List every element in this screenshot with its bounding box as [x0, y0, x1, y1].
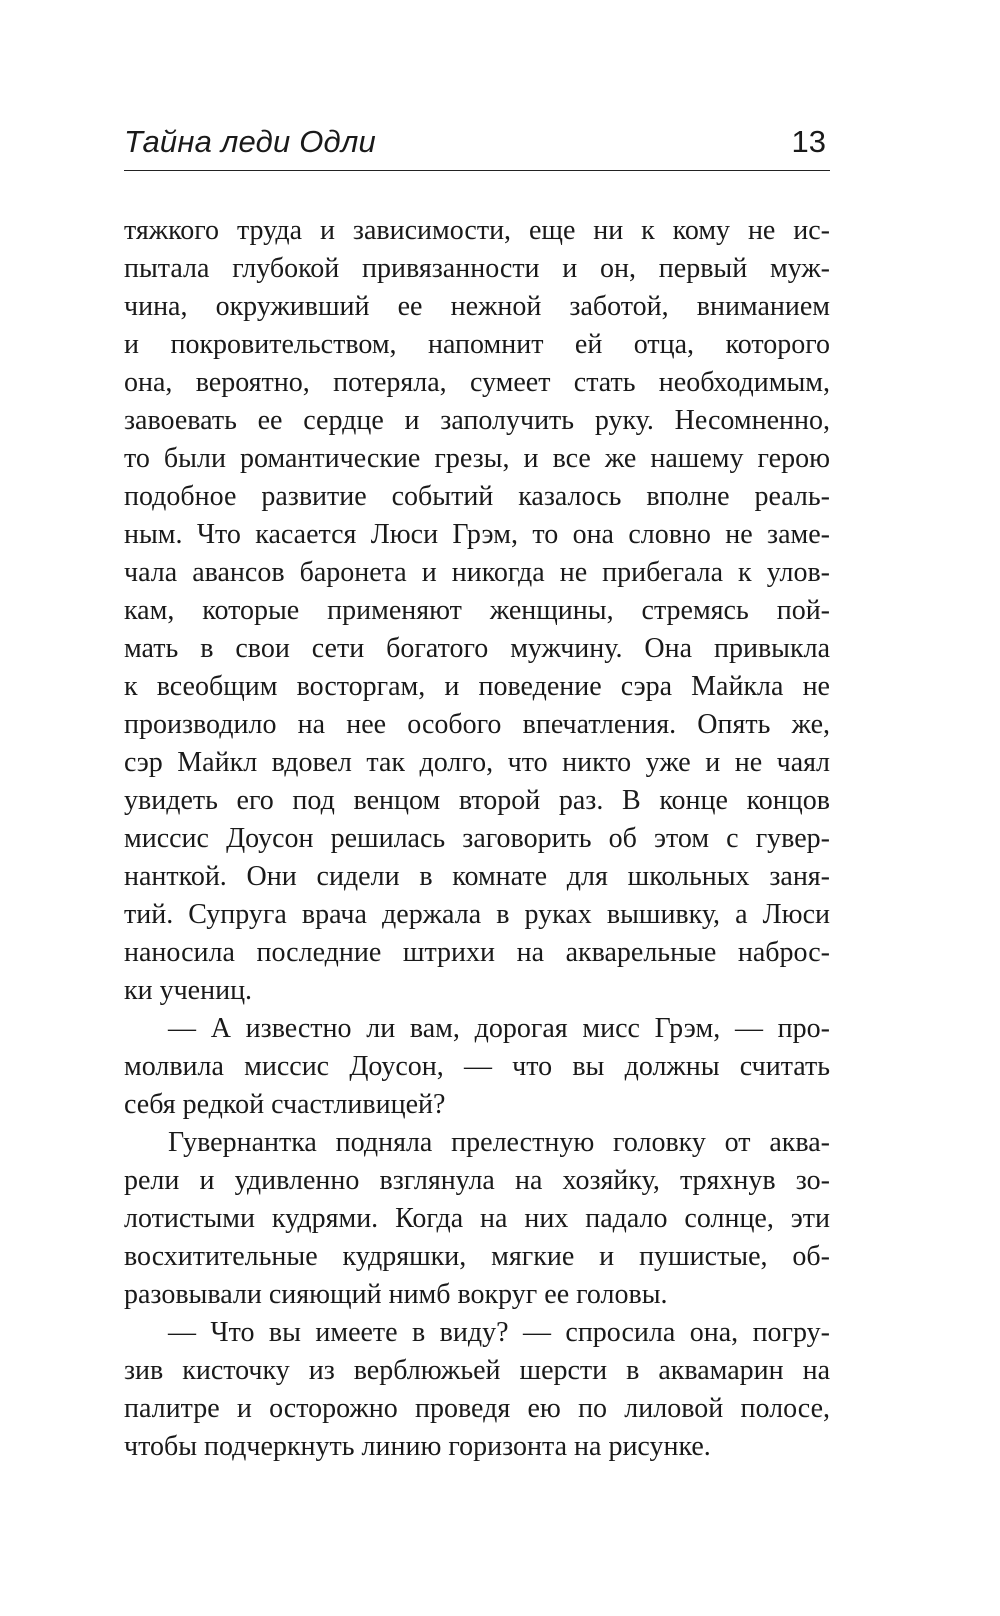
text-line: молвила миссис Доусон, — что вы должны считать: [124, 1051, 830, 1082]
text-line: тий. Супруга врача держала в руках вышивку, а Люси: [124, 899, 830, 930]
text-line: ным. Что касается Люси Грэм, то она словно не заме-: [124, 519, 830, 550]
text-line: палитре и осторожно проведя ею по лиловой полосе,: [124, 1393, 830, 1424]
text-line: подобное развитие событий казалось вполне реаль-: [124, 481, 830, 512]
text-line: разовывали сияющий нимб вокруг ее головы.: [124, 1279, 668, 1310]
text-line: наносила последние штрихи на акварельные наброс-: [124, 937, 830, 968]
text-line: увидеть его под венцом второй раз. В конце концов: [124, 785, 830, 816]
text-line: завоевать ее сердце и заполучить руку. Несомненно,: [124, 405, 830, 436]
text-line: миссис Доусон решилась заговорить об этом с гувер-: [124, 823, 830, 854]
text-line: производило на нее особого впечатления. Опять же,: [124, 709, 830, 740]
text-line: кам, которые применяют женщины, стремясь пой-: [124, 595, 830, 626]
page-number: 13: [791, 124, 826, 159]
text-line: то были романтические грезы, и все же нашему герою: [124, 443, 830, 474]
text-line: себя редкой счастливицей?: [124, 1089, 446, 1120]
text-line: восхитительные кудряшки, мягкие и пушистые, об-: [124, 1241, 830, 1272]
text-line: и покровительством, напомнит ей отца, которого: [124, 329, 830, 360]
text-line: к всеобщим восторгам, и поведение сэра Майкла не: [124, 671, 830, 702]
text-line: пытала глубокой привязанности и он, первый муж-: [124, 253, 830, 284]
text-line: рели и удивленно взглянула на хозяйку, тряхнув зо-: [124, 1165, 830, 1196]
text-line: чала авансов баронета и никогда не прибегала к улов-: [124, 557, 830, 588]
paragraph-start-line: Гувернантка подняла прелестную головку от аква-: [168, 1127, 830, 1158]
book-title: Тайна леди Одли: [124, 124, 376, 159]
text-line: тяжкого труда и зависимости, еще ни к кому не ис-: [124, 215, 830, 246]
text-line: ки учениц.: [124, 975, 253, 1006]
text-line: чина, окруживший ее нежной заботой, вниманием: [124, 291, 830, 322]
dialogue-line: — Что вы имеете в виду? — спросила она, погру-: [168, 1317, 830, 1348]
dialogue-line: — А известно ли вам, дорогая мисс Грэм, — про-: [168, 1013, 830, 1044]
text-line: мать в свои сети богатого мужчину. Она привыкла: [124, 633, 830, 664]
text-line: лотистыми кудрями. Когда на них падало солнце, эти: [124, 1203, 830, 1234]
text-line: чтобы подчеркнуть линию горизонта на рисунке.: [124, 1431, 711, 1462]
body-text: [124, 212, 830, 1466]
running-head: [124, 122, 830, 171]
text-line: нанткой. Они сидели в комнате для школьных заня-: [124, 861, 830, 892]
text-line: зив кисточку из верблюжьей шерсти в аквамарин на: [124, 1355, 830, 1386]
text-line: она, вероятно, потеряла, сумеет стать необходимым,: [124, 367, 830, 398]
text-line: сэр Майкл вдовел так долго, что никто уже и не чаял: [124, 747, 830, 778]
